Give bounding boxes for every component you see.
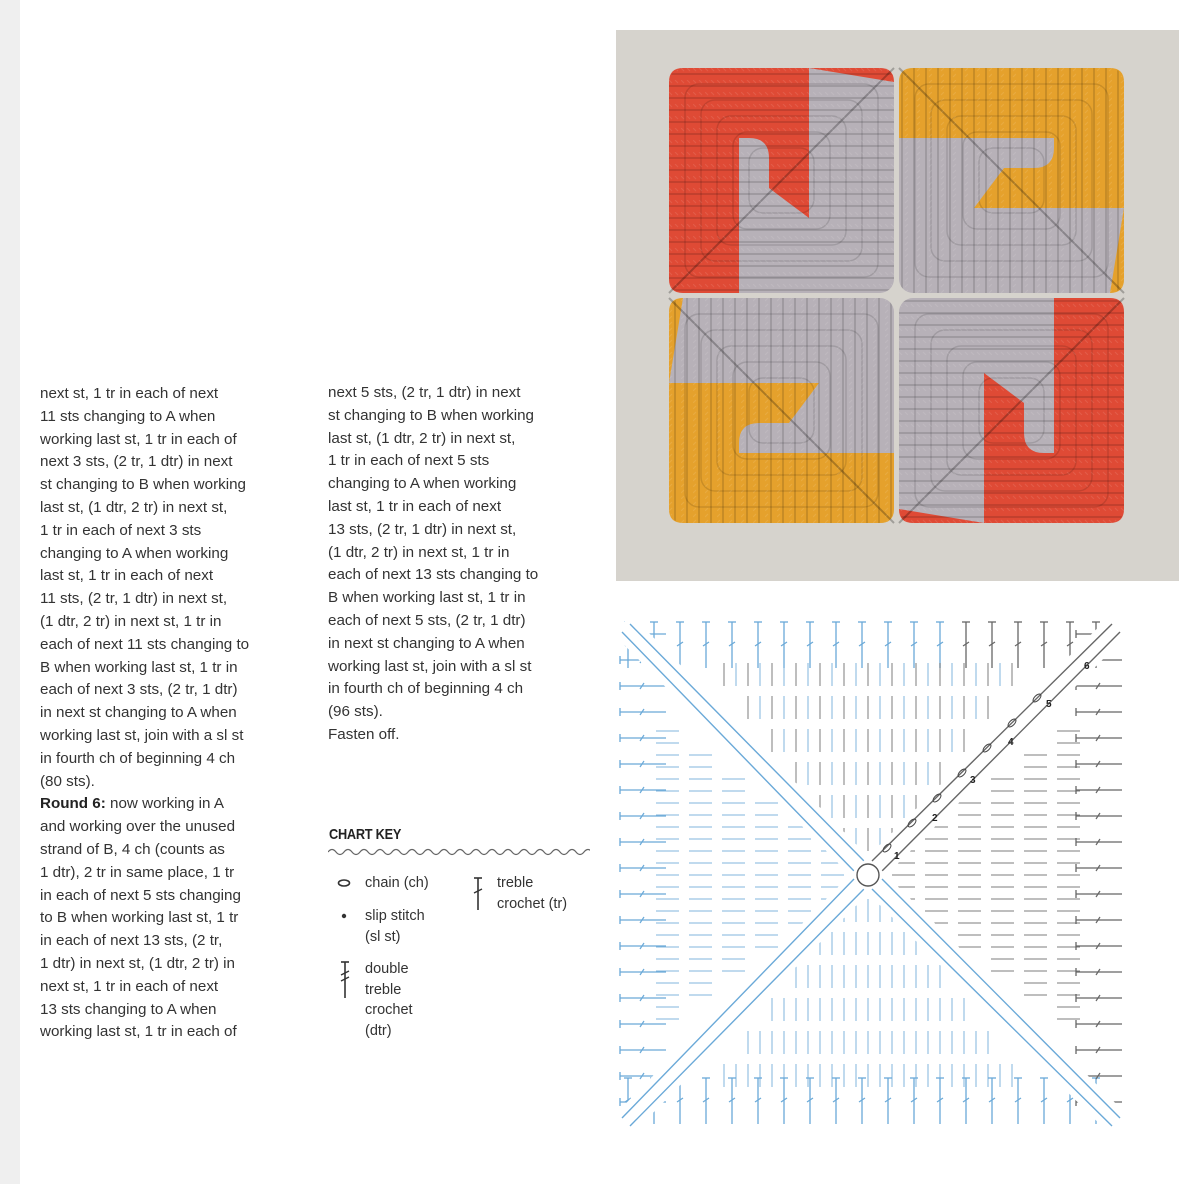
crochet-square: [899, 68, 1124, 293]
chain-icon: [336, 878, 352, 888]
instruction-line: changing to A when working: [40, 544, 229, 562]
diagonal-gap: [868, 875, 1120, 1126]
instruction-line: 1 tr in each of next 5 sts: [328, 452, 490, 470]
instruction-line: in next st changing to A when: [328, 634, 525, 652]
instruction-line: next st, 1 tr in each of next: [40, 385, 219, 402]
instruction-line: in each of next 5 sts changing: [40, 886, 241, 904]
instruction-line: changing to A when working: [328, 475, 517, 493]
instruction-line: 13 sts, (2 tr, 1 dtr) in next st,: [328, 520, 517, 538]
crochet-stitch-chart: [614, 616, 1128, 1134]
instruction-line: B when working last st, 1 tr in: [328, 589, 526, 607]
instruction-line: last st, (1 dtr, 2 tr) in next st,: [328, 429, 516, 447]
round-6-label: Round 6:: [40, 795, 106, 813]
instruction-line: 1 tr in each of next 3 sts: [40, 521, 202, 539]
instruction-line: st changing to B when working: [328, 406, 534, 424]
instruction-line: last st, 1 tr in each of next: [40, 567, 214, 585]
round-number: 4: [1008, 737, 1014, 748]
instruction-line: 1 dtr), 2 tr in same place, 1 tr: [40, 863, 235, 881]
crochet-square: [669, 298, 894, 523]
key-label-treble: treble crochet (tr): [497, 875, 568, 912]
double-treble-stitch-mark: [622, 632, 854, 871]
round-number: 6: [1084, 661, 1090, 672]
key-label-double-treble: double treble crochet (dtr): [365, 961, 413, 1039]
instruction-line: (96 sts).: [328, 703, 383, 721]
round-number: 5: [1046, 699, 1052, 710]
instruction-line: (1 dtr, 2 tr) in next st, 1 tr in: [328, 543, 510, 561]
round-6-line: [40, 793, 290, 816]
instruction-line: in each of next 13 sts, (2 tr,: [40, 932, 223, 950]
instruction-line: 11 sts changing to A when: [40, 407, 216, 425]
instruction-line: (80 sts).: [40, 772, 95, 790]
instruction-line: working last st, join with a sl st: [328, 657, 532, 675]
diagonal-gap: [622, 875, 868, 1126]
instruction-line: next 5 sts, (2 tr, 1 dtr) in next: [328, 384, 521, 401]
round-number: 3: [970, 775, 976, 786]
round-number: 2: [932, 813, 938, 824]
instructions-column-2: [328, 382, 578, 747]
instruction-line: Fasten off.: [328, 725, 400, 743]
instructions-column-1: [40, 383, 290, 1044]
round-number: 1: [894, 851, 900, 862]
double-treble-icon: [338, 960, 352, 1000]
diagonal-gap: [622, 624, 868, 875]
instruction-line: working last st, 1 tr in each of: [40, 1023, 237, 1041]
instruction-line: in fourth ch of beginning 4 ch: [328, 680, 524, 698]
instruction-line: 11 sts, (2 tr, 1 dtr) in next st,: [40, 590, 228, 608]
instruction-line: 1 dtr) in next st, (1 dtr, 2 tr) in: [40, 954, 235, 972]
instruction-line: to B when working last st, 1 tr: [40, 909, 239, 927]
instruction-line: next st, 1 tr in each of next: [40, 977, 219, 995]
instruction-line: (1 dtr, 2 tr) in next st, 1 tr in: [40, 612, 222, 630]
instruction-line: working last st, 1 tr in each of: [40, 430, 237, 448]
instruction-line: last st, 1 tr in each of next: [328, 497, 502, 515]
instruction-line: each of next 3 sts, (2 tr, 1 dtr): [40, 681, 238, 699]
instruction-line: in fourth ch of beginning 4 ch: [40, 749, 236, 767]
instruction-line: 13 sts changing to A when: [40, 1000, 217, 1018]
instruction-line: next 3 sts, (2 tr, 1 dtr) in next: [40, 453, 233, 471]
treble-icon: [471, 876, 485, 912]
key-label-chain: chain (ch): [365, 875, 429, 891]
diagonal-gap: [868, 624, 1120, 875]
crochet-squares-photo: [616, 30, 1179, 581]
chart-key-title: CHART KEY: [329, 826, 402, 843]
instruction-line: last st, (1 dtr, 2 tr) in next st,: [40, 498, 228, 516]
instruction-line: in next st changing to A when: [40, 704, 237, 722]
instruction-line: and working over the unused: [40, 818, 236, 836]
instruction-line: st changing to B when working: [40, 476, 246, 494]
key-label-slip-stitch: slip stitch (sl st): [365, 908, 425, 945]
instruction-line: each of next 5 sts, (2 tr, 1 dtr): [328, 611, 526, 629]
crochet-square: [669, 68, 894, 293]
wavy-divider: [328, 846, 590, 858]
instruction-line: B when working last st, 1 tr in: [40, 658, 238, 676]
instruction-line: each of next 13 sts changing to: [328, 566, 539, 584]
instruction-line: working last st, join with a sl st: [40, 726, 244, 744]
instruction-line: each of next 11 sts changing to: [40, 635, 250, 653]
round-6-text: now working in A: [105, 795, 224, 813]
page-gutter: [0, 0, 20, 1184]
crochet-square: [899, 298, 1124, 523]
slip-stitch-icon: [340, 912, 348, 920]
instruction-line: strand of B, 4 ch (counts as: [40, 840, 225, 858]
chart-key: [328, 826, 590, 1056]
crochet-squares-illustration: [616, 30, 1179, 581]
